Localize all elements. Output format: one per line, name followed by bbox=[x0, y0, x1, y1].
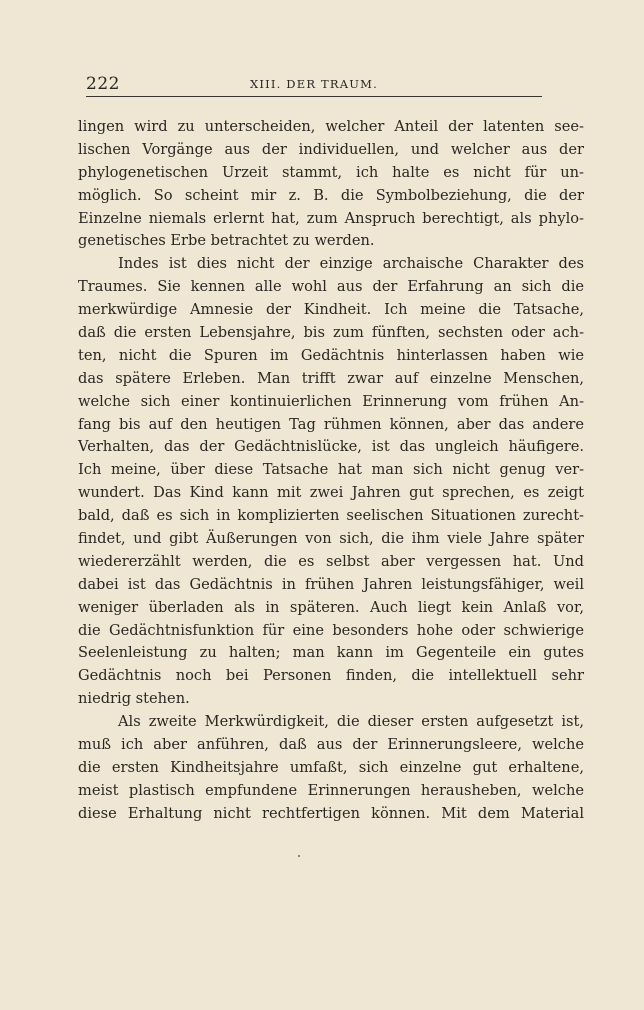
text-line: wundert. Das Kind kann mit zwei Jahren gut sprechen, es zeigt bbox=[78, 484, 584, 502]
text-line: welche sich einer kontinuierlichen Erinnerung vom frühen An- bbox=[78, 392, 584, 410]
text-line: wiedererzählt werden, die es selbst aber vergessen hat. Und bbox=[78, 552, 584, 570]
paper-speck bbox=[298, 855, 300, 857]
text-line: niedrig stehen. bbox=[78, 690, 190, 708]
text-line: phylogenetischen Urzeit stammt, ich halte es nicht für un- bbox=[78, 163, 584, 181]
text-line: lischen Vorgänge aus der individuellen, und welcher aus der bbox=[78, 140, 584, 158]
text-line: Ich meine, über diese Tatsache hat man sich nicht genug ver- bbox=[78, 461, 584, 479]
text-line: möglich. So scheint mir z. B. die Symbolbeziehung, die der bbox=[78, 186, 584, 204]
text-line: Indes ist dies nicht der einzige archaische Charakter des bbox=[118, 255, 584, 273]
text-line: daß die ersten Lebensjahre, bis zum fünften, sechsten oder ach- bbox=[78, 324, 584, 342]
text-line: weniger überladen als in späteren. Auch liegt kein Anlaß vor, bbox=[78, 598, 584, 616]
text-line: findet, und gibt Äußerungen von sich, die ihm viele Jahre später bbox=[78, 530, 584, 548]
text-line: meist plastisch empfundene Erinnerungen herausheben, welche bbox=[78, 781, 584, 799]
body-text bbox=[78, 116, 584, 826]
page-header bbox=[86, 74, 542, 94]
text-line: Einzelne niemals erlernt hat, zum Anspruch berechtigt, als phylo- bbox=[78, 209, 584, 227]
text-line: Verhalten, das der Gedächtnislücke, ist das ungleich häufigere. bbox=[78, 438, 584, 456]
text-line: die Gedächtnisfunktion für eine besonders hohe oder schwierige bbox=[78, 621, 584, 639]
text-line: lingen wird zu unterscheiden, welcher Anteil der latenten see- bbox=[78, 118, 584, 135]
text-line: die ersten Kindheitsjahre umfaßt, sich einzelne gut erhaltene, bbox=[78, 758, 584, 776]
text-line: Als zweite Merkwürdigkeit, die dieser ersten aufgesetzt ist, bbox=[118, 713, 584, 731]
header-rule bbox=[86, 96, 542, 97]
text-line: ten, nicht die Spuren im Gedächtnis hinterlassen haben wie bbox=[78, 346, 584, 364]
text-line: bald, daß es sich in komplizierten seelischen Situationen zurecht- bbox=[78, 507, 584, 525]
page-number: 222 bbox=[86, 74, 120, 94]
text-line: dabei ist das Gedächtnis in frühen Jahren leistungsfähiger, weil bbox=[78, 575, 584, 593]
text-line: genetisches Erbe betrachtet zu werden. bbox=[78, 232, 375, 250]
text-line: das spätere Erleben. Man trifft zwar auf einzelne Menschen, bbox=[78, 369, 584, 387]
running-head: XIII. DER TRAUM. bbox=[249, 77, 378, 91]
text-line: Seelenleistung zu halten; man kann im Gegenteile ein gutes bbox=[78, 644, 584, 662]
text-line: Traumes. Sie kennen alle wohl aus der Erfahrung an sich die bbox=[78, 278, 584, 296]
text-line: diese Erhaltung nicht rechtfertigen können. Mit dem Material bbox=[78, 804, 584, 822]
text-line: merkwürdige Amnesie der Kindheit. Ich meine die Tatsache, bbox=[78, 301, 584, 319]
text-line: Gedächtnis noch bei Personen finden, die intellektuell sehr bbox=[78, 667, 584, 685]
text-line: fang bis auf den heutigen Tag rühmen können, aber das andere bbox=[78, 415, 584, 433]
text-line: muß ich aber anführen, daß aus der Erinnerungsleere, welche bbox=[78, 736, 584, 754]
